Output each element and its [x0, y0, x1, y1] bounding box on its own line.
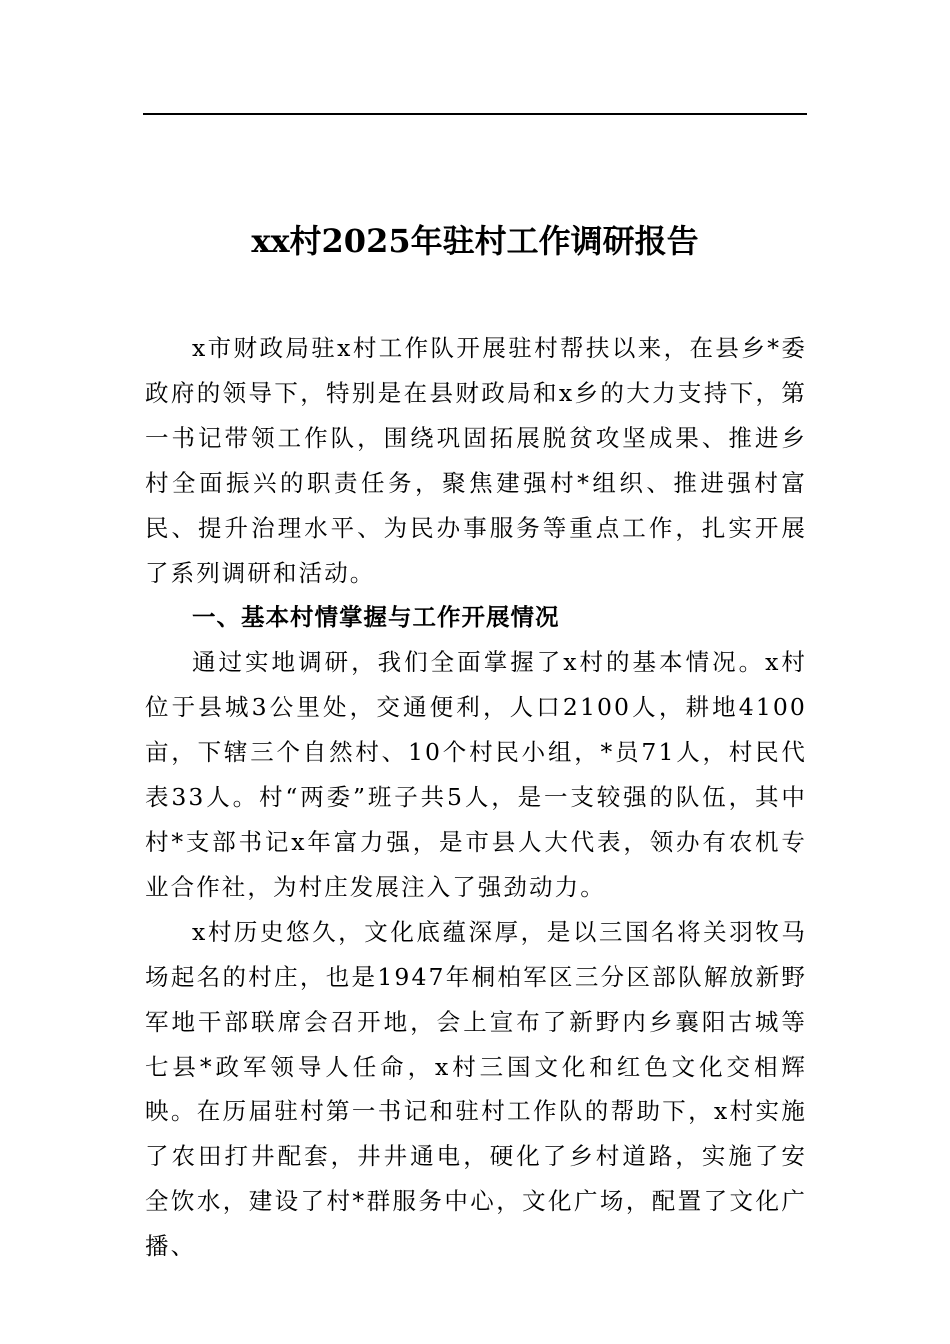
intro-paragraph: x市财政局驻x村工作队开展驻村帮扶以来，在县乡*委政府的领导下，特别是在县财政局和x乡的大力支持下，第一书记带领工作队，围绕巩固拓展脱贫攻坚成果、推进乡村全面振兴的职责任务，聚焦建强村*组织、推进强村富民、提升治理水平、为民办事服务等重点工作，扎实开展了系列调研和活动。: [145, 334, 807, 587]
document-title: xx村2025年驻村工作调研报告: [251, 222, 699, 261]
document-body: [145, 326, 807, 1269]
header-rule: [143, 113, 807, 115]
section-paragraph: x村历史悠久，文化底蕴深厚，是以三国名将关羽牧马场起名的村庄，也是1947年桐柏军区三分区部队解放新野军地干部联席会召开地，会上宣布了新野内乡襄阳古城等七县*政军领导人任命，x村三国文化和红色文化交相辉映。在历届驻村第一书记和驻村工作队的帮助下，x村实施了农田打井配套，井井通电，硬化了乡村道路，实施了安全饮水，建设了村*群服务中心，文化广场，配置了文化广播、: [145, 917, 807, 1261]
section-heading: 一、基本村情掌握与工作开展情况: [192, 603, 560, 632]
section-paragraph: 通过实地调研，我们全面掌握了x村的基本情况。x村位于县城3公里处，交通便利，人口2100人，耕地4100亩，下辖三个自然村、10个村民小组，*员71人，村民代表33人。村“两委”班子共5人，是一支较强的队伍，其中村*支部书记x年富力强，是市县人大代表，领办有农机专业合作社，为村庄发展注入了强劲动力。: [145, 648, 807, 901]
